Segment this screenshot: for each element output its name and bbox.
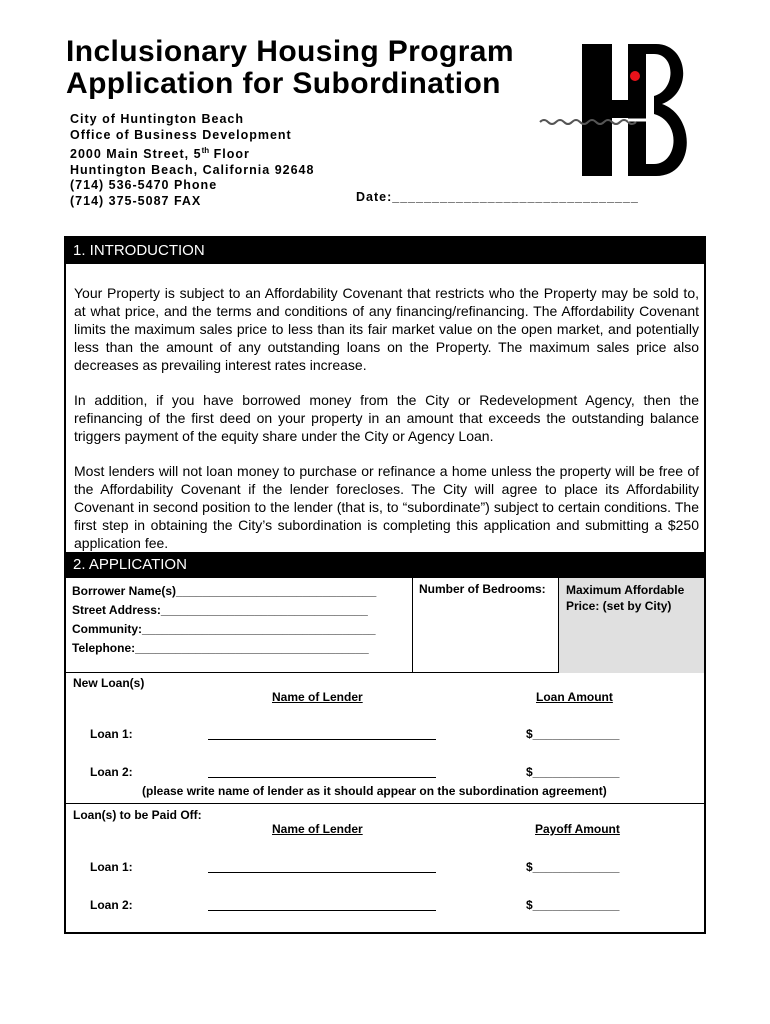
loan-amount-header: Loan Amount [536, 690, 613, 704]
hb-logo [538, 40, 698, 180]
payoff-loan-2-lender-field[interactable] [208, 910, 436, 911]
loans-paid-off-section [66, 804, 704, 934]
title-line-1: Inclusionary Housing Program [66, 35, 514, 68]
address-line: Office of Business Development [70, 127, 292, 142]
loan-1-label: Loan 1: [90, 727, 133, 741]
introduction-body [74, 284, 699, 569]
intro-paragraph: In addition, if you have borrowed money from the City or Redevelopment Agency, then the refinancing of the first deed on your property in an amount that exceeds the outstanding balance triggers payment of the equity share under the City or Agency Loan. [74, 392, 699, 444]
borrower-info-cell [66, 578, 412, 673]
payoff-loan-1-amount-field[interactable]: $_____________ [526, 860, 620, 874]
phone-line: (714) 536-5470 Phone [70, 178, 218, 193]
borrower-row [66, 578, 704, 673]
lender-name-note: (please write name of lender as it should appear on the subordination agreement) [142, 784, 607, 798]
loan-2-lender-field[interactable] [208, 777, 436, 778]
payoff-amount-header: Payoff Amount [535, 822, 620, 836]
application-section [66, 578, 704, 934]
maximum-affordable-price-label: Maximum Affordable Price: (set by City) [566, 583, 685, 613]
number-of-bedrooms-label: Number of Bedrooms: [419, 582, 546, 596]
new-loans-label: New Loan(s) [73, 676, 145, 690]
loan-2-label: Loan 2: [90, 765, 133, 779]
address-line: Huntington Beach, California 92648 [70, 162, 315, 177]
loan-2-amount-field[interactable]: $_____________ [526, 765, 620, 779]
form-frame [64, 236, 706, 934]
new-loans-section [66, 673, 704, 804]
logo-h-left-bar [582, 44, 612, 176]
address-line: City of Huntington Beach [70, 112, 244, 126]
loans-paid-off-label: Loan(s) to be Paid Off: [73, 808, 202, 822]
loan-1-amount-field[interactable]: $_____________ [526, 727, 620, 741]
payoff-loan-1-label: Loan 1: [90, 860, 133, 874]
number-of-bedrooms-cell[interactable] [412, 578, 558, 673]
title-line-2: Application for Subordination [66, 67, 501, 100]
section-heading-application: 2. APPLICATION [66, 552, 704, 578]
date-field[interactable]: Date:_______________________________ [356, 190, 639, 204]
community-field[interactable]: Community:___________________________________ [72, 622, 376, 636]
logo-h-crossbar [612, 100, 628, 118]
loan-1-lender-field[interactable] [208, 739, 436, 740]
borrower-name-field[interactable]: Borrower Name(s)______________________________ [72, 584, 377, 598]
payoff-loan-1-lender-field[interactable] [208, 872, 436, 873]
address-line-street: 2000 Main Street, 5th Floor [70, 146, 250, 162]
office-address [70, 112, 314, 209]
street-address-field[interactable]: Street Address:_______________________________ [72, 603, 368, 617]
logo-h-right-bar [628, 44, 646, 176]
payoff-loan-2-amount-field[interactable]: $_____________ [526, 898, 620, 912]
lender-name-header: Name of Lender [272, 690, 363, 704]
logo-red-dot [630, 71, 640, 81]
maximum-affordable-price-cell [558, 578, 704, 673]
logo-b-curves [646, 44, 687, 176]
payoff-loan-2-label: Loan 2: [90, 898, 133, 912]
fax-line: (714) 375-5087 FAX [70, 193, 202, 208]
payoff-lender-name-header: Name of Lender [272, 822, 363, 836]
page-title [66, 36, 514, 100]
intro-paragraph: Your Property is subject to an Affordability Covenant that restricts who the Property may be sold to, at what price, and the terms and conditions of any financing/refinancing. The Affordability Covenant limits the maximum sales price to less than its fair market value on the open market, and potentially less than the amount of any outstanding loans on the Property. The maximum sales price also decreases as prevailing interest rates increase. [74, 285, 699, 373]
section-heading-introduction: 1. INTRODUCTION [66, 238, 704, 264]
intro-paragraph: Most lenders will not loan money to purchase or refinance a home unless the property will be free of the Affordability Covenant if the lender forecloses. The City will agree to place its Affordability Covenant in second position to the lender (that is, to “subordinate”) subject to certain conditions. The first step in obtaining the City’s subordination is completing this application and submitting a $250 application fee. [74, 463, 699, 551]
telephone-field[interactable]: Telephone:___________________________________ [72, 641, 369, 655]
